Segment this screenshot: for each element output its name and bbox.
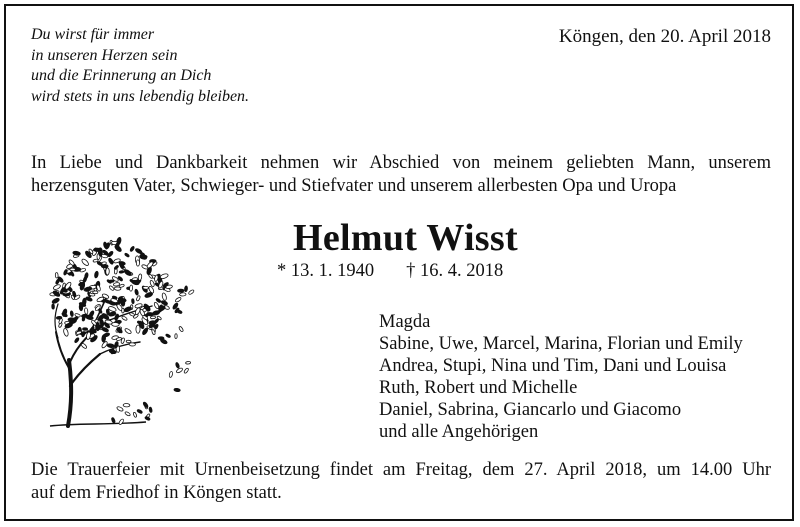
funeral-service-info <box>31 459 771 505</box>
poem-line: und die Erinnerung an Dich <box>31 67 212 84</box>
mourner-line: Ruth, Robert und Michelle <box>379 378 578 398</box>
poem-line: Du wirst für immer <box>31 26 155 43</box>
intro-line: In Liebe und Dankbarkeit nehmen wir Abschied von meinem geliebten Mann, unserem <box>31 153 771 173</box>
mourner-line: Andrea, Stupi, Nina und Tim, Dani und Louisa <box>379 356 727 376</box>
life-dates <box>277 259 503 283</box>
death-date: † 16. 4. 2018 <box>406 261 504 281</box>
mourner-line: Magda <box>379 312 431 332</box>
place-and-date: Köngen, den 20. April 2018 <box>558 26 771 47</box>
poem-line: wird stets in uns lebendig bleiben. <box>31 87 250 105</box>
mourner-line: Daniel, Sabrina, Giancarlo und Giacomo <box>379 400 682 420</box>
memorial-poem <box>31 25 249 107</box>
intro-text <box>31 152 771 198</box>
mourner-line: Sabine, Uwe, Marcel, Marina, Florian und Emily <box>379 334 743 354</box>
mourner-line: und alle Angehörigen <box>379 422 539 442</box>
tree-illustration-icon <box>48 226 198 431</box>
service-line: auf dem Friedhof in Köngen statt. <box>31 483 282 503</box>
poem-line: in unseren Herzen sein <box>31 46 178 64</box>
birth-date: * 13. 1. 1940 <box>277 261 375 281</box>
deceased-name: Helmut Wisst <box>293 217 518 259</box>
mourners-list <box>379 311 743 443</box>
intro-line: herzensguten Vater, Schwieger- und Stiefvater und unserem allerbesten Opa und Uropa <box>31 176 677 196</box>
ground-line <box>50 422 146 426</box>
service-line: Die Trauerfeier mit Urnenbeisetzung findet am Freitag, dem 27. April 2018, um 14.00 Uhr <box>31 460 771 480</box>
